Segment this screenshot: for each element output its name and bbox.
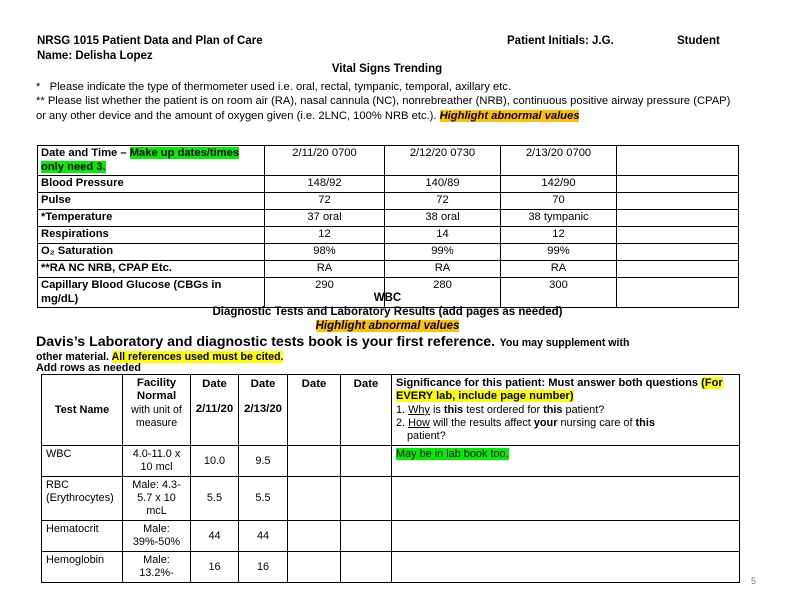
davis-reference-note (36, 334, 742, 364)
vitals-row-label: O₂ Saturation (38, 244, 265, 261)
lab-value-date3 (288, 477, 341, 521)
lab-normal-range: Male: 13.2%- (123, 552, 191, 583)
vitals-row-label: Blood Pressure (38, 176, 265, 193)
lab-significance-text: May be in lab book too. (396, 448, 509, 461)
vitals-cell: 70 (501, 193, 617, 210)
lab-test-name: WBC (42, 446, 123, 477)
lab-value-date1: 16 (191, 552, 239, 583)
document-header (37, 34, 737, 64)
lab-test-name: RBC (Erythrocytes) (42, 477, 123, 521)
table-row (42, 521, 740, 552)
q1-text-c: this (443, 403, 464, 416)
vitals-cell: 300 (501, 278, 617, 308)
significance-question-2-cont: patient? (407, 430, 446, 443)
lab-value-date3 (288, 446, 341, 477)
date-value: 2/13/20 (243, 403, 282, 415)
col-header-test-name: Test Name (42, 375, 123, 446)
lab-value-date4 (341, 477, 392, 521)
vitals-cell: 14 (385, 227, 501, 244)
col-header-facility-normal (123, 375, 191, 446)
q1-number: 1. (396, 403, 406, 416)
table-row (38, 227, 739, 244)
vitals-cell (617, 146, 739, 176)
student-label: Student (677, 35, 720, 47)
vitals-cell (617, 176, 739, 193)
vitals-cell: 98% (265, 244, 385, 261)
references-cited-note: All references used must be cited. (111, 351, 284, 363)
lab-test-name: Hemoglobin (42, 552, 123, 583)
course-title: NRSG 1015 Patient Data and Plan of Care (37, 35, 263, 47)
lab-value-date1: 10.0 (191, 446, 239, 477)
vitals-row-label-date (38, 146, 265, 176)
vital-signs-table (37, 145, 739, 308)
header-top-row (37, 34, 737, 49)
vitals-cell (617, 244, 739, 261)
davis-supplement-text: You may supplement with (499, 337, 630, 349)
vitals-cell: 2/11/20 0700 (265, 146, 385, 176)
lab-significance (392, 521, 740, 552)
vitals-cell: 290 (265, 278, 385, 308)
lab-results-table (41, 374, 740, 583)
vitals-cell: 72 (265, 193, 385, 210)
table-row (38, 176, 739, 193)
instructions-block (36, 80, 742, 123)
lab-significance (392, 477, 740, 521)
lab-normal-range: 4.0-11.0 x 10 mcl (123, 446, 191, 477)
vitals-cell: 72 (385, 193, 501, 210)
table-row (38, 193, 739, 210)
davis-line-2 (36, 351, 742, 364)
lab-significance (392, 446, 740, 477)
lab-value-date2: 16 (239, 552, 288, 583)
q1-text-b: is (429, 403, 444, 416)
table-header-row (42, 375, 740, 446)
date-label-plain: Date and Time – (41, 147, 130, 159)
highlight-abnormal-text: Highlight abnormal values (315, 320, 460, 333)
significance-page-number-note: (For EVERY lab, include page number) (396, 377, 723, 403)
table-row (38, 146, 739, 176)
lab-value-date1: 44 (191, 521, 239, 552)
vitals-cell: 148/92 (265, 176, 385, 193)
q2-text-b: will the results affect (429, 417, 534, 430)
vitals-cell: 140/89 (385, 176, 501, 193)
lab-value-date4 (341, 521, 392, 552)
table-row (38, 210, 739, 227)
facility-normal-sub: with unit of measure (131, 403, 182, 429)
highlight-abnormal-note: Highlight abnormal values (439, 109, 580, 122)
q1-why: Why (408, 403, 430, 416)
vitals-cell: 280 (385, 278, 501, 308)
vitals-row-label: *Temperature (38, 210, 265, 227)
thermometer-instruction: * Please indicate the type of thermometer used i.e. oral, rectal, tympanic, temporal, axillary etc. (36, 81, 512, 93)
q1-text-e: this (543, 403, 563, 416)
wbc-heading: WBC (373, 292, 402, 304)
patient-initials: Patient Initials: J.G. (507, 35, 614, 47)
date-label-highlight-2: only need 3. (41, 160, 106, 173)
table-row (42, 552, 740, 583)
davis-line-1 (36, 334, 742, 351)
vitals-row-label: Respirations (38, 227, 265, 244)
table-row (42, 477, 740, 521)
significance-question-1 (396, 404, 735, 417)
vitals-cell (617, 193, 739, 210)
lab-value-date2: 44 (239, 521, 288, 552)
q2-text-e: this (635, 417, 655, 430)
vitals-cell: 38 tympanic (501, 210, 617, 227)
vitals-cell: 2/13/20 0700 (501, 146, 617, 176)
lab-normal-range: Male: 4.3-5.7 x 10 mcL (123, 477, 191, 521)
q2-how: How (408, 417, 430, 430)
page-number: 5 (751, 576, 757, 586)
q1-text-f: patient? (562, 403, 605, 416)
vitals-cell: 2/12/20 0730 (385, 146, 501, 176)
vitals-cell: 142/90 (501, 176, 617, 193)
lab-normal-range: Male: 39%-50% (123, 521, 191, 552)
add-rows-note: Add rows as needed (36, 362, 141, 374)
lab-value-date2: 5.5 (239, 477, 288, 521)
vitals-cell: 38 oral (385, 210, 501, 227)
col-header-date-1 (191, 375, 239, 446)
col-header-date-3 (288, 375, 341, 446)
vitals-cell: 99% (501, 244, 617, 261)
significance-question-2 (396, 417, 735, 430)
date-label: Date (250, 378, 276, 390)
lab-value-date3 (288, 521, 341, 552)
lab-section-heading (37, 291, 738, 334)
diagnostic-tests-heading: Diagnostic Tests and Laboratory Results (add pages as needed) (212, 306, 563, 319)
vitals-cell: 37 oral (265, 210, 385, 227)
page-title: Vital Signs Trending (331, 63, 443, 75)
lab-value-date3 (288, 552, 341, 583)
other-material-text: other material. (36, 351, 112, 363)
vitals-cell (617, 261, 739, 278)
date-label: Date (202, 378, 227, 390)
vitals-row-label: Pulse (38, 193, 265, 210)
table-row (42, 446, 740, 477)
lab-test-name: Hematocrit (42, 521, 123, 552)
col-header-significance (392, 375, 740, 446)
vitals-row-label: Capillary Blood Glucose (CBGs in mg/dL) (38, 278, 265, 308)
date-value: 2/11/20 (195, 403, 234, 415)
q2-text-c: your (533, 417, 558, 430)
oxygen-instruction-text: ** Please list whether the patient is on room air (RA), nasal cannula (NC), nonrebreather (NRB), continuous positive airway pressure (CPAP) or any other device and the amount of oxygen given (i.e. 2LNC, 100% NRB etc.). (36, 95, 731, 122)
table-row (38, 244, 739, 261)
date-label: Date (353, 378, 379, 390)
table-row (38, 261, 739, 278)
lab-value-date1: 5.5 (191, 477, 239, 521)
q2-text-d: nursing care of (557, 417, 636, 430)
q2-number: 2. (396, 417, 406, 430)
vitals-cell (617, 227, 739, 244)
vitals-row-label: **RA NC NRB, CPAP Etc. (38, 261, 265, 278)
date-label-highlight-1: Make up dates/times (129, 147, 240, 159)
facility-normal-bold: Facility Normal (136, 377, 177, 403)
lab-significance (392, 552, 740, 583)
lab-value-date4 (341, 446, 392, 477)
lab-value-date2: 9.5 (239, 446, 288, 477)
highlight-abnormal-heading (37, 319, 738, 333)
oxygen-instruction (36, 94, 742, 123)
date-label: Date (301, 378, 327, 390)
davis-main-text: Davis’s Laboratory and diagnostic tests book is your first reference. (36, 334, 496, 350)
significance-title (396, 377, 735, 404)
vitals-cell: 12 (265, 227, 385, 244)
vitals-cell (617, 210, 739, 227)
student-name: Name: Delisha Lopez (37, 50, 153, 62)
q1-text-d: test ordered for (463, 403, 544, 416)
vitals-cell: RA (385, 261, 501, 278)
col-header-date-2 (239, 375, 288, 446)
significance-title-text: Significance for this patient: Must answer both questions (396, 377, 699, 389)
vitals-cell: RA (501, 261, 617, 278)
vitals-cell: RA (265, 261, 385, 278)
lab-value-date4 (341, 552, 392, 583)
vitals-cell: 12 (501, 227, 617, 244)
vitals-cell: 99% (385, 244, 501, 261)
col-header-date-4 (341, 375, 392, 446)
